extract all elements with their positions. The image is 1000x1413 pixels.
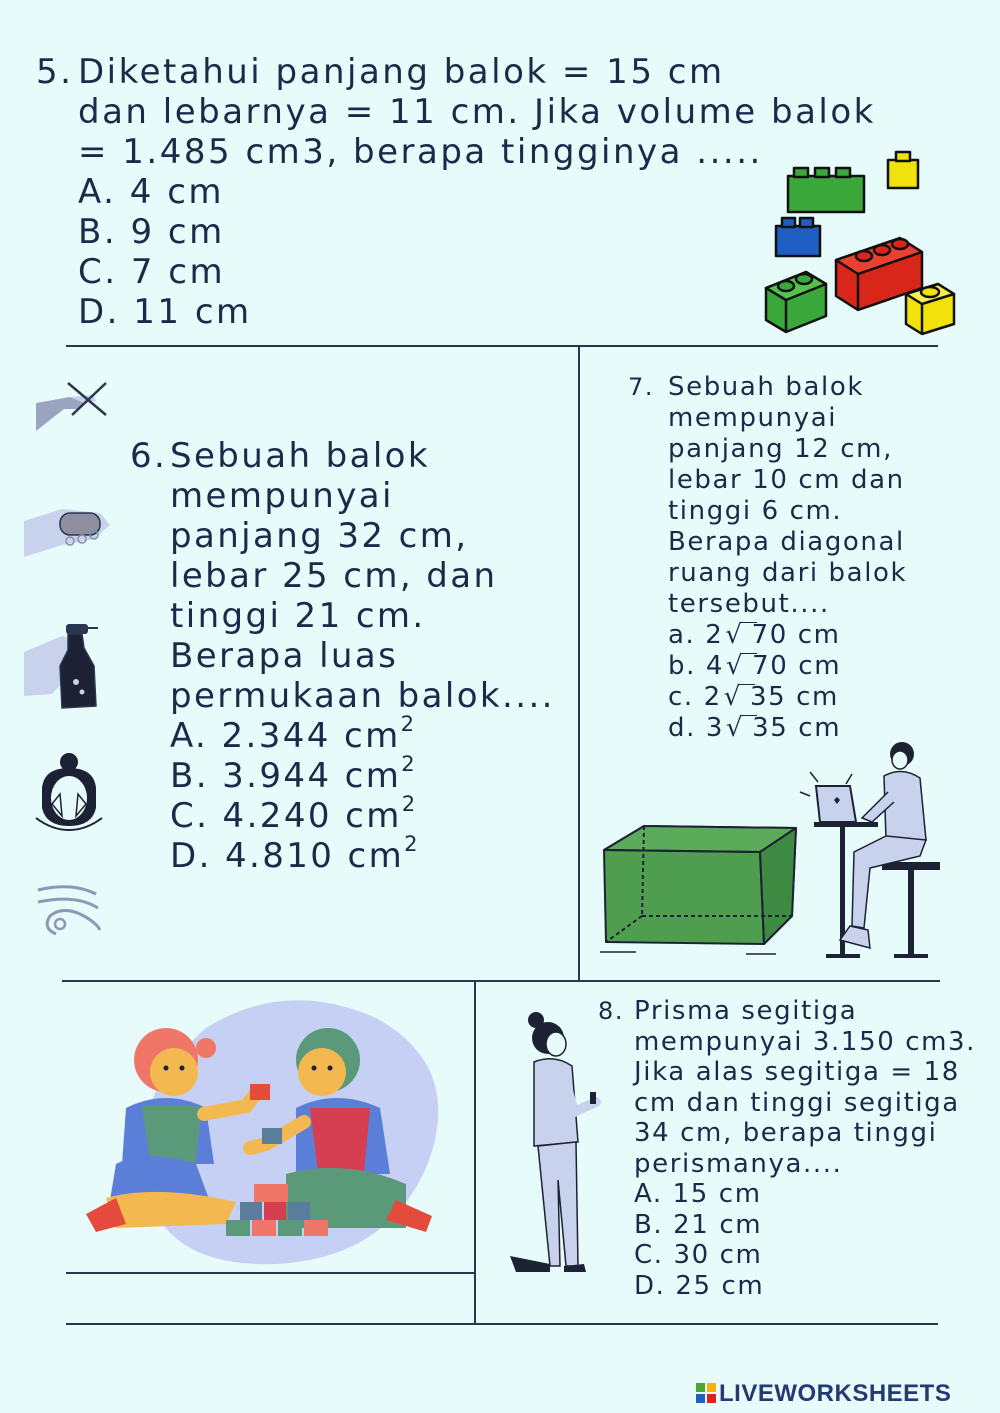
question-8-line: perismanya.... xyxy=(634,1148,843,1179)
option-prefix: d. 3 xyxy=(668,713,724,743)
question-5-line: Diketahui panjang balok = 15 cm xyxy=(78,52,725,92)
sqrt-symbol: √ xyxy=(725,620,744,650)
question-5-option-d[interactable]: D. 11 cm xyxy=(78,292,252,332)
option-rest: 35 cm xyxy=(752,713,842,743)
question-8-line: mempunyai 3.150 cm3. xyxy=(634,1026,977,1057)
option-prefix: c. 2 xyxy=(668,682,722,712)
question-8-line: Prisma segitiga xyxy=(634,996,858,1026)
question-6-line: permukaan balok.... xyxy=(170,676,555,716)
question-7-line: tinggi 6 cm. xyxy=(668,496,843,526)
question-7-option-b[interactable] xyxy=(668,651,907,682)
option-rest: 35 cm xyxy=(749,682,839,712)
question-8-line: cm dan tinggi segitiga xyxy=(634,1087,960,1118)
question-5-option-a[interactable]: A. 4 cm xyxy=(78,172,225,212)
question-6-option-d[interactable] xyxy=(170,831,555,876)
sqrt-symbol: √ xyxy=(725,651,745,681)
question-7-line: ruang dari balok xyxy=(668,558,908,588)
option-rest: 70 cm xyxy=(752,651,842,681)
question-7-option-c[interactable] xyxy=(668,682,907,713)
question-8-number: 8. xyxy=(598,997,625,1025)
question-8-option-b[interactable]: B. 21 cm xyxy=(634,1209,763,1240)
option-exponent: 2 xyxy=(400,711,417,737)
question-8-option-d[interactable]: D. 25 cm xyxy=(634,1270,765,1301)
wind-icon xyxy=(36,880,102,938)
option-text: B. 3.944 cm xyxy=(170,756,402,796)
question-5-option-b[interactable]: B. 9 cm xyxy=(78,212,225,252)
woman-laptop-icon xyxy=(790,736,950,962)
option-exponent: 2 xyxy=(401,791,418,817)
divider-vertical-bottom xyxy=(474,980,476,1325)
question-8-line: 34 cm, berapa tinggi xyxy=(634,1118,938,1148)
green-box-icon xyxy=(596,820,806,960)
question-7-number: 7. xyxy=(628,373,655,401)
question-8-option-a[interactable]: A. 15 cm xyxy=(634,1179,762,1209)
question-8-line: Jika alas segitiga = 18 xyxy=(634,1057,960,1087)
lego-blocks-icon xyxy=(760,148,960,338)
option-text: D. 4.810 cm xyxy=(170,836,405,876)
question-5-number: 5. xyxy=(36,52,74,92)
divider-kids-bottom xyxy=(66,1272,474,1274)
kids-playing-blocks-icon xyxy=(86,988,456,1270)
question-6-line: tinggi 21 cm. xyxy=(170,596,426,636)
question-7-line: Sebuah balok xyxy=(668,372,864,402)
hand-soap-icon xyxy=(22,495,114,563)
spray-bottle-icon xyxy=(22,622,104,712)
sneeze-icon xyxy=(32,752,106,832)
logo-text: LIVEWORKSHEETS xyxy=(719,1380,952,1407)
question-6-line: panjang 32 cm, xyxy=(170,516,469,556)
sqrt-symbol: √ xyxy=(723,682,742,712)
divider-bottom xyxy=(66,1323,938,1325)
question-7-line: Berapa diagonal xyxy=(668,527,905,557)
question-5-line: dan lebarnya = 11 cm. Jika volume balok xyxy=(78,92,876,132)
question-5-line: = 1.485 cm3, berapa tingginya ..... xyxy=(78,132,763,172)
option-text: C. 4.240 cm xyxy=(170,796,402,836)
question-8-option-c[interactable]: C. 30 cm xyxy=(634,1240,763,1270)
option-rest: 70 cm xyxy=(751,620,841,650)
divider-vertical-mid xyxy=(578,345,580,981)
question-6-option-b[interactable] xyxy=(170,751,555,796)
question-7-line: tersebut.... xyxy=(668,589,830,619)
question-7-option-a[interactable] xyxy=(668,620,907,651)
option-prefix: b. 4 xyxy=(668,651,724,681)
question-5-option-c[interactable]: C. 7 cm xyxy=(78,252,226,292)
option-exponent: 2 xyxy=(404,831,420,857)
question-6-option-c[interactable] xyxy=(170,791,555,836)
question-6-number: 6. xyxy=(130,436,168,476)
question-6-line: Sebuah balok xyxy=(170,436,430,476)
question-6-line: mempunyai xyxy=(170,476,394,516)
question-6-option-a[interactable] xyxy=(170,711,555,756)
question-6-line: Berapa luas xyxy=(170,636,399,676)
option-text: A. 2.344 cm xyxy=(170,716,401,756)
divider-middle xyxy=(62,980,940,982)
question-7-line: lebar 10 cm dan xyxy=(668,465,905,495)
logo-squares-icon xyxy=(696,1383,716,1403)
liveworksheets-logo[interactable] xyxy=(696,1380,951,1408)
question-7-line: mempunyai xyxy=(668,403,838,433)
option-exponent: 2 xyxy=(401,751,418,777)
woman-phone-icon xyxy=(510,1010,610,1276)
divider-top xyxy=(66,345,938,347)
question-7-line: panjang 12 cm, xyxy=(668,434,893,464)
sqrt-symbol: √ xyxy=(725,713,745,743)
no-touch-icon xyxy=(34,375,114,435)
option-prefix: a. 2 xyxy=(668,620,724,650)
question-6-line: lebar 25 cm, dan xyxy=(170,556,498,596)
